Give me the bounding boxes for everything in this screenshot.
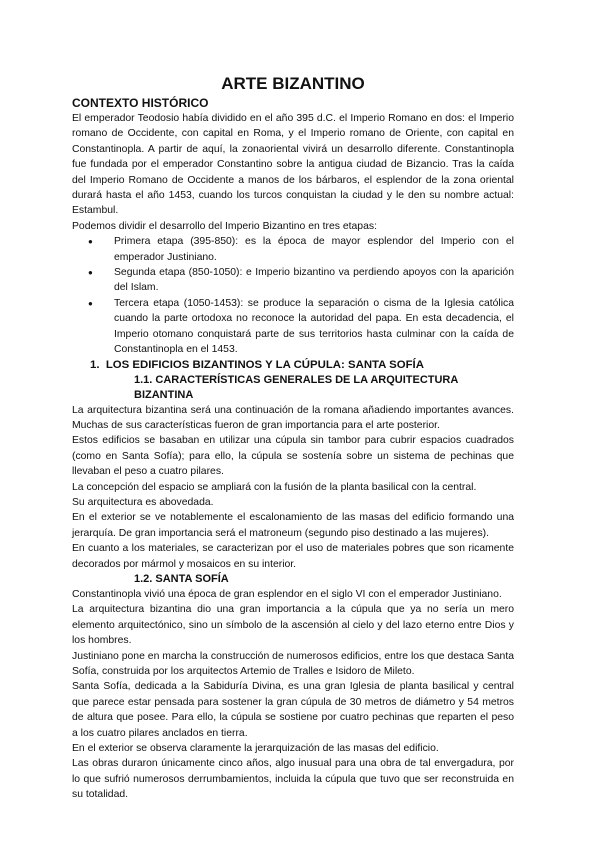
paragraph-contexto-2: Podemos dividir el desarrollo del Imperio Bizantino en tres etapas:: [72, 220, 377, 232]
paragraph: Santa Sofía, dedicada a la Sabiduría Divina, es una gran Iglesia de planta basilical y central que parece estar pensada para sostener la gran cúpula de 30 metros de diámetro y 54 metros de altura que posee. Para ello, la cúpula se sostiene por cuatro pechinas que reparten el peso a los cuatro pilares anclados en tierra.: [72, 681, 514, 739]
paragraph: La concepción del espacio se ampliará con la fusión de la planta basilical con la central.: [72, 481, 477, 493]
paragraph-contexto-1: El emperador Teodosio había dividido en el año 395 d.C. el Imperio Romano en dos: el Imperio romano de Occidente, con capital en Roma, y el Imperio romano de Oriente, con capital en Constantinopla. A partir de aquí, la zonaoriental vivirá un desarrollo diferente. Constantinopla fue fundada por el emperador Constantino sobre la antigua ciudad de Bizancio. Tras la caída del Imperio Romano de Occidente a manos de los bárbaros, el esplendor de la zona oriental durará hasta el año 1453, cuando los turcos conquistan la ciudad y le den su nombre actual: Estambul.: [72, 113, 514, 217]
paragraph: En el exterior se observa claramente la jerarquización de las masas del edificio.: [72, 743, 439, 755]
paragraph: Estos edificios se basaban en utilizar una cúpula sin tambor para cubrir espacios cuadrados (como en Santa Sofía); para ello, la cúpula se sostenía sobre un sistema de pechinas que llevaban el peso a cuatro pilares.: [72, 435, 514, 478]
paragraph: En cuanto a los materiales, se caracterizan por el uso de materiales pobres que son ricamente decorados por mármol y mosaicos en su interior.: [72, 543, 514, 570]
subsection-heading-1-1: 1.1. CARACTERÍSTICAS GENERALES DE LA ARQUITECTURA BIZANTINA: [134, 373, 458, 401]
paragraph: Su arquitectura es abovedada.: [72, 496, 214, 508]
subsection-heading-1-2: 1.2. SANTA SOFÍA: [134, 572, 229, 585]
list-item: ● Primera etapa (395-850): es la época de mayor esplendor del Imperio con el emperador Justiniano.: [114, 234, 514, 265]
list-item: ● Tercera etapa (1050-1453): se produce la separación o cisma de la Iglesia católica cuando la parte ortodoxa no reconoce la autoridad del papa. En esta decadencia, el Imperio otomano conquistará parte de sus territorios hasta culminar con la caída de Constantinopla en el 1453.: [114, 296, 514, 358]
section-heading-1: 1. LOS EDIFICIOS BIZANTINOS Y LA CÚPULA: SANTA SOFÍA: [90, 358, 424, 371]
paragraph: La arquitectura bizantina dio una gran importancia a la cúpula que ya no sería un mero elemento arquitectónico, sino un símbolo de la ascensión al cielo y del lazo eterno entre Dios y los hombres.: [72, 604, 514, 647]
paragraph: Justiniano pone en marcha la construcción de numerosos edificios, entre los que destaca Santa Sofía, construida por los arquitectos Artemio de Tralles e Isidoro de Mileto.: [72, 650, 514, 677]
paragraph: La arquitectura bizantina será una continuación de la romana añadiendo importantes avances. Muchas de sus características fueron de gran importancia para el arte posterior.: [72, 404, 514, 431]
document-title: ARTE BIZANTINO: [221, 74, 365, 93]
paragraph: En el exterior se ve notablemente el escalonamiento de las masas del edificio formando una jerarquía. De gran importancia será el matroneum (segundo piso destinado a las mujeres).: [72, 512, 514, 539]
list-item: ● Segunda etapa (850-1050): e Imperio bizantino va perdiendo apoyos con la aparición del Islam.: [114, 265, 514, 296]
paragraph: Constantinopla vivió una época de gran esplendor en el siglo VI con el emperador Justiniano.: [72, 588, 502, 600]
etapas-list: [72, 234, 514, 357]
paragraph: Las obras duraron únicamente cinco años, algo inusual para una obra de tal envergadura, por lo que sufrió numerosos derrumbamientos, incluida la cúpula que tuvo que ser reconstruida en su totalidad.: [72, 758, 514, 801]
section-heading-contexto: CONTEXTO HISTÓRICO: [72, 96, 209, 110]
